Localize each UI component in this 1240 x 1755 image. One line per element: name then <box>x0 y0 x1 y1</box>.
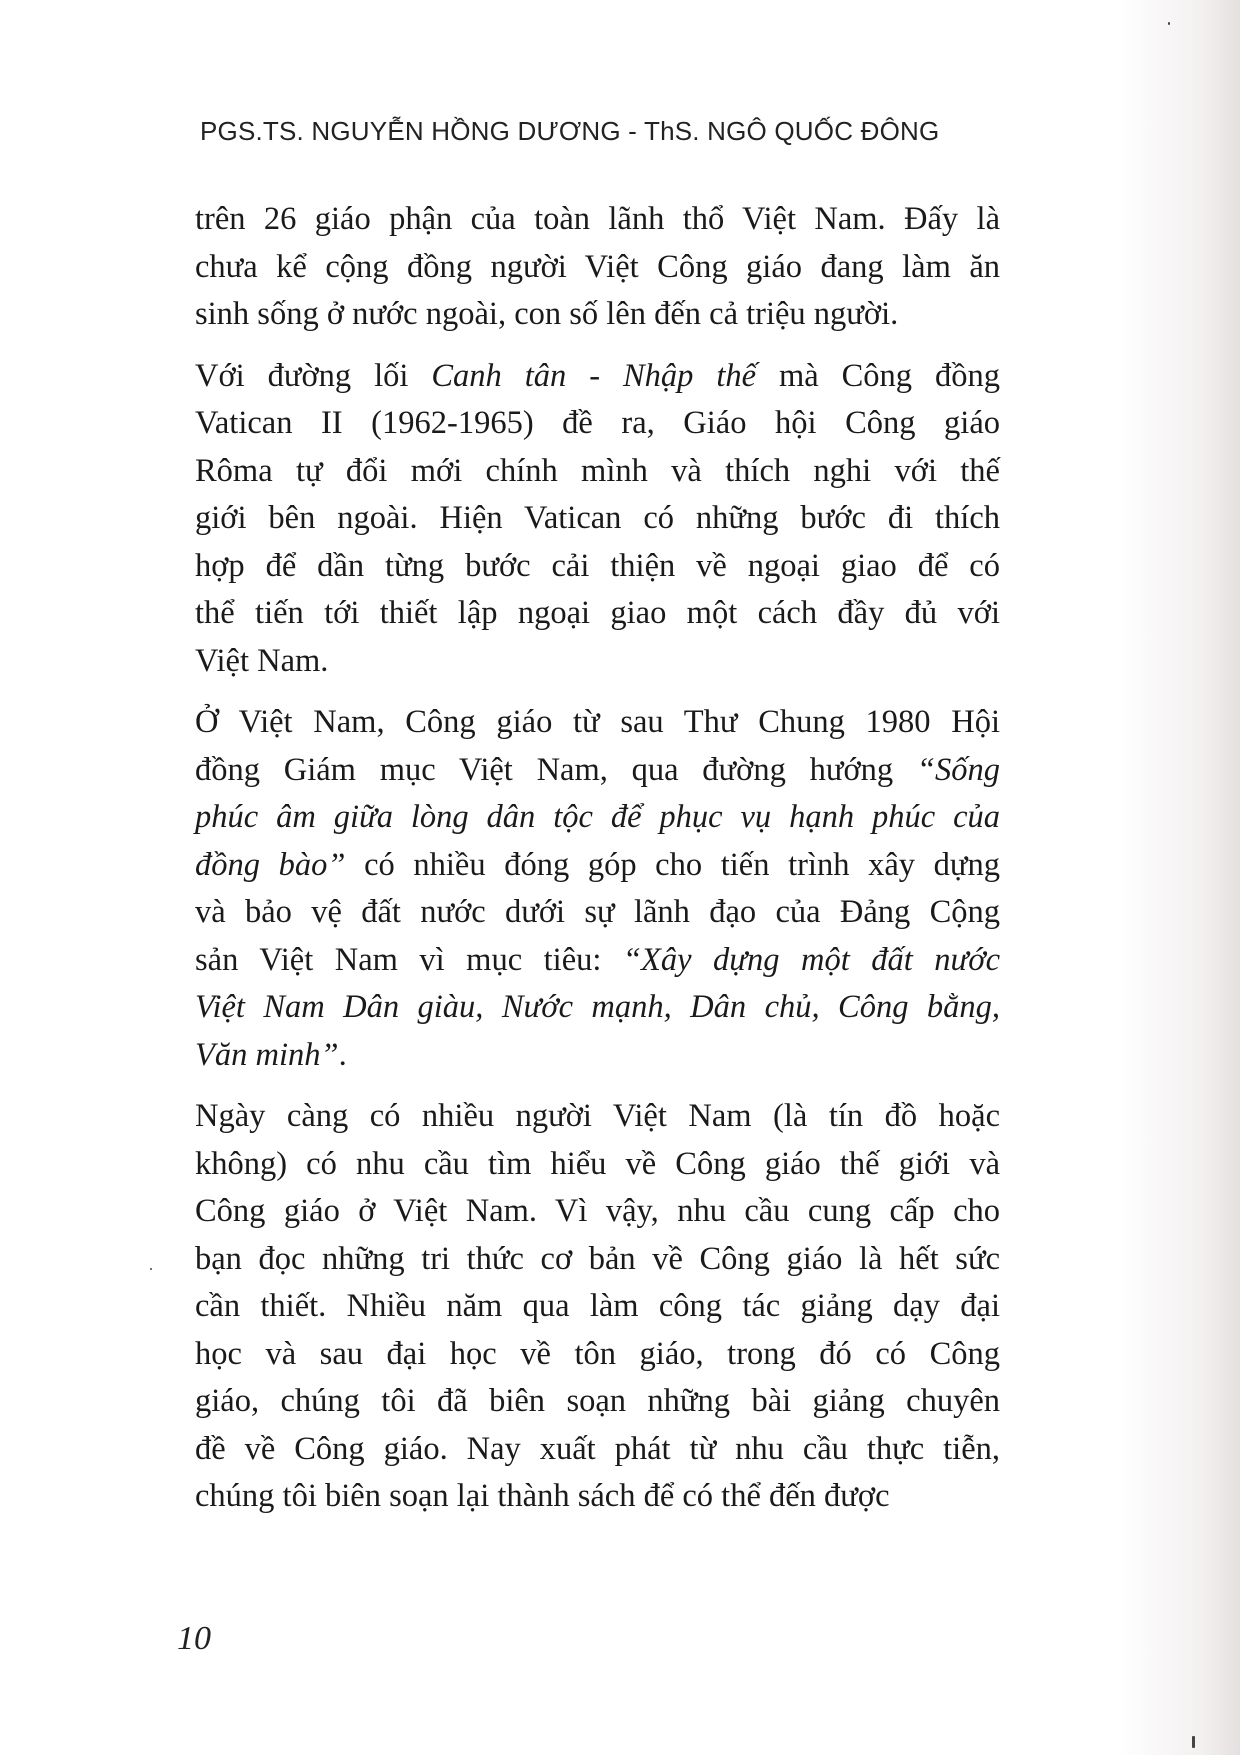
text-line <box>195 984 1000 1032</box>
scan-speck <box>150 1268 152 1270</box>
text-line <box>195 495 1000 543</box>
text-run: . <box>338 1036 347 1073</box>
text-line <box>195 1032 1000 1080</box>
text-line <box>195 1331 1000 1379</box>
text-line <box>195 1141 1000 1189</box>
text-run: không) có nhu cầu tìm hiểu về Công giáo thế giới và <box>195 1145 1000 1182</box>
text-run: cần thiết. Nhiều năm qua làm công tác giảng dạy đại <box>195 1288 1000 1324</box>
text-run: học và sau đại học về tôn giáo, trong đó có Công <box>195 1335 1000 1372</box>
text-run: và bảo vệ đất nước dưới sự lãnh đạo của Đảng Cộng <box>195 894 1000 930</box>
text-run: đề về Công giáo. Nay xuất phát từ nhu cầu thực tiễn, <box>195 1430 1000 1467</box>
body-text <box>195 196 1000 1535</box>
text-line <box>195 937 1000 985</box>
text-line <box>195 889 1000 937</box>
text-line <box>195 291 1000 339</box>
text-run: Vatican II (1962-1965) đề ra, Giáo hội Công giáo <box>195 405 1000 441</box>
italic-run: “Xây dựng một đất nước <box>622 941 1000 978</box>
italic-run: “Sống <box>916 751 1000 788</box>
italic-run: Canh tân - Nhập thế <box>431 357 757 394</box>
text-line <box>195 1093 1000 1141</box>
text-line <box>195 196 1000 244</box>
text-run: bạn đọc những tri thức cơ bản về Công giáo là hết sức <box>195 1240 1000 1277</box>
text-run: hợp để dần từng bước cải thiện về ngoại giao để có <box>195 547 1000 584</box>
text-run: sản Việt Nam vì mục tiêu: <box>195 941 623 978</box>
scan-speck <box>1192 1736 1195 1748</box>
text-line <box>195 1426 1000 1474</box>
text-run: Việt Nam. <box>195 642 329 679</box>
italic-run: Việt Nam Dân giàu, Nước mạnh, Dân chủ, Công bằng, <box>195 989 1000 1025</box>
text-line <box>195 400 1000 448</box>
text-line <box>195 1188 1000 1236</box>
paragraph <box>195 196 1000 339</box>
text-line <box>195 842 1000 890</box>
text-line <box>195 794 1000 842</box>
text-run: giới bên ngoài. Hiện Vatican có những bước đi thích <box>195 500 1000 536</box>
text-line <box>195 543 1000 591</box>
text-line <box>195 747 1000 795</box>
text-run: Công giáo ở Việt Nam. Vì vậy, nhu cầu cung cấp cho <box>195 1193 1000 1229</box>
text-line <box>195 1473 1000 1521</box>
text-line <box>195 590 1000 638</box>
text-run: trên 26 giáo phận của toàn lãnh thổ Việt Nam. Đấy là <box>195 201 1000 237</box>
text-run: có nhiều đóng góp cho tiến trình xây dựng <box>345 846 1000 883</box>
italic-run: phúc âm giữa lòng dân tộc để phục vụ hạnh phúc của <box>195 799 1000 835</box>
text-run: chưa kể cộng đồng người Việt Công giáo đang làm ăn <box>195 248 1000 285</box>
paragraph <box>195 1093 1000 1521</box>
text-run: giáo, chúng tôi đã biên soạn những bài giảng chuyên <box>195 1383 1000 1419</box>
text-line <box>195 448 1000 496</box>
text-run: Ở Việt Nam, Công giáo từ sau Thư Chung 1980 Hội <box>195 704 1000 740</box>
text-run: sinh sống ở nước ngoài, con số lên đến cả triệu người. <box>195 296 899 332</box>
text-run: Ngày càng có nhiều người Việt Nam (là tín đồ hoặc <box>195 1098 1000 1134</box>
text-run: Rôma tự đổi mới chính mình và thích nghi với thế <box>195 452 1000 489</box>
text-line <box>195 1236 1000 1284</box>
page-edge-shadow <box>1120 0 1240 1755</box>
paragraph <box>195 353 1000 686</box>
text-run: chúng tôi biên soạn lại thành sách để có thể đến được <box>195 1478 890 1514</box>
text-run: mà Công đồng <box>756 357 1000 394</box>
text-line <box>195 699 1000 747</box>
scan-speck <box>1168 22 1170 25</box>
text-run: đồng Giám mục Việt Nam, qua đường hướng <box>195 751 917 788</box>
text-run: thể tiến tới thiết lập ngoại giao một cách đầy đủ với <box>195 595 1000 631</box>
text-line <box>195 638 1000 686</box>
paragraph <box>195 699 1000 1079</box>
text-run: Với đường lối <box>195 357 432 394</box>
italic-run: đồng bào” <box>195 846 346 883</box>
italic-run: Văn minh” <box>195 1036 339 1073</box>
page-number: 10 <box>177 1620 211 1657</box>
text-line <box>195 1283 1000 1331</box>
running-header: PGS.TS. NGUYỄN HỒNG DƯƠNG - ThS. NGÔ QUỐC ĐÔNG <box>200 116 940 146</box>
text-line <box>195 244 1000 292</box>
text-line <box>195 353 1000 401</box>
text-line <box>195 1378 1000 1426</box>
